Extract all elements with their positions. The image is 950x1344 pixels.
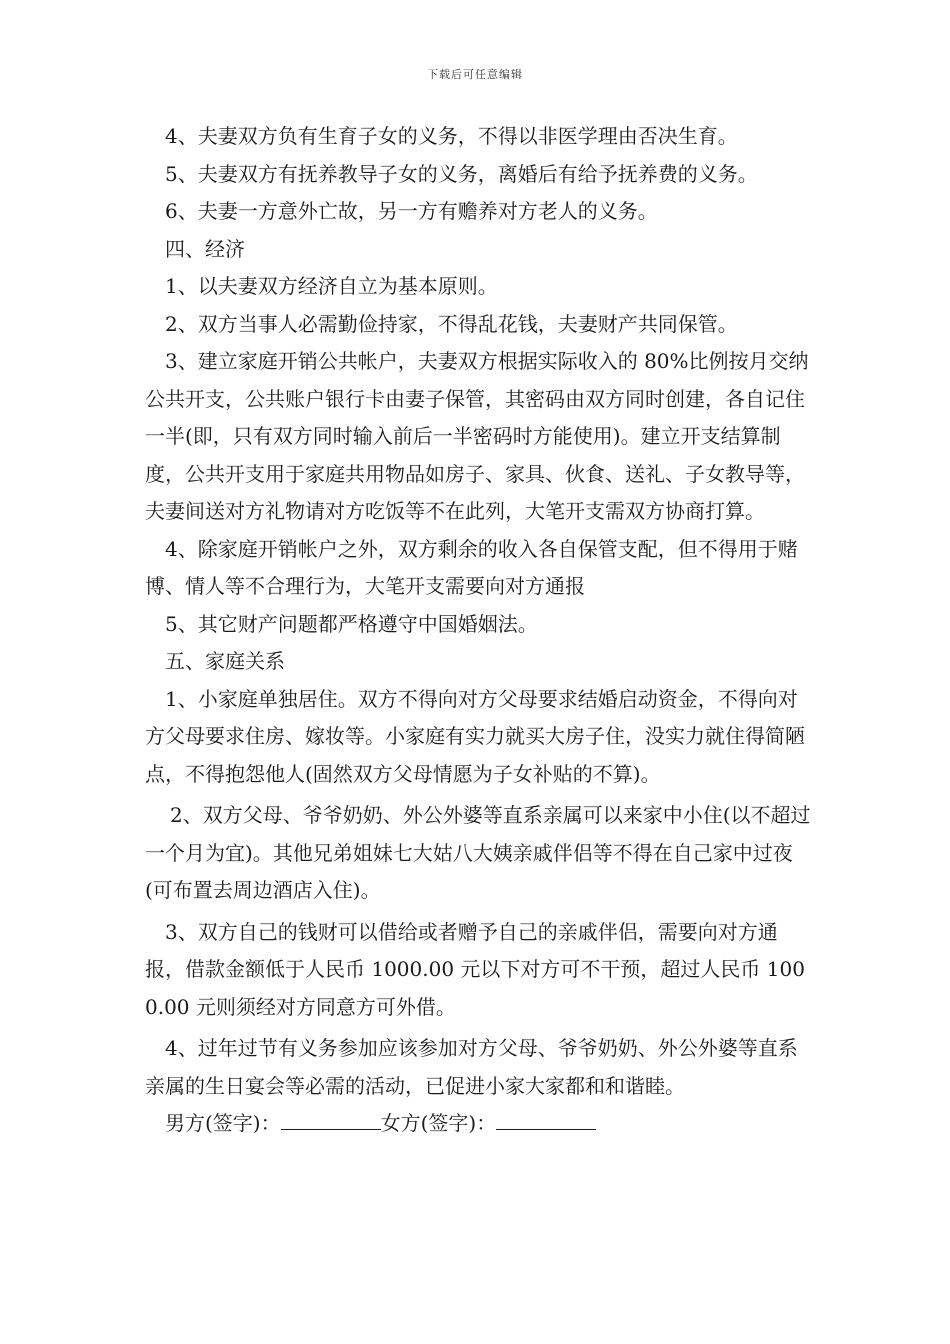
paragraph-duty-4: 4、夫妻双方负有生育子女的义务，不得以非医学理由否决生育。	[165, 124, 738, 148]
male-signature-field[interactable]	[281, 1107, 381, 1130]
document-body	[145, 118, 817, 1143]
female-signature-field[interactable]	[496, 1107, 596, 1130]
paragraph-economy-1: 1、以夫妻双方经济自立为基本原则。	[165, 274, 498, 298]
female-signature-label: 女方(签字)：	[380, 1111, 497, 1135]
paragraph-family-3: 3、双方自己的钱财可以借给或者赠予自己的亲戚伴侣，需要向对方通报，借款金额低于人民币 1000.00 元以下对方可不干预，超过人民币 1000.00 元则须经对方同意方可外借。	[145, 919, 805, 1019]
male-signature-label: 男方(签字)：	[165, 1111, 281, 1135]
paragraph-family-1: 1、小家庭单独居住。双方不得向对方父母要求结婚启动资金，不得向对方父母要求住房、嫁妆等。小家庭有实力就买大房子住，没实力就住得简陋点，不得抱怨他人(固然双方父母情愿为子女补贴的不算)。	[145, 686, 805, 786]
paragraph-duty-6: 6、夫妻一方意外亡故，另一方有赡养对方老人的义务。	[165, 199, 658, 223]
page-header: 下载后可任意编辑	[427, 68, 523, 81]
signature-line	[145, 1105, 817, 1143]
paragraph-economy-4: 4、除家庭开销帐户之外，双方剩余的收入各自保管支配，但不得用于赌博、情人等不合理行为，大笔开支需要向对方通报	[145, 536, 798, 598]
paragraph-duty-5: 5、夫妻双方有抚养教导子女的义务，离婚后有给予抚养费的义务。	[165, 161, 758, 186]
section-heading-economy: 四、经济	[165, 236, 245, 261]
paragraph-economy-5: 5、其它财产问题都严格遵守中国婚姻法。	[165, 611, 538, 636]
paragraph-family-2: 2、双方父母、爷爷奶奶、外公外婆等直系亲属可以来家中小住(以不超过一个月为宜)。其他兄弟姐妹七大姑八大姨亲戚伴侣等不得在自己家中过夜(可布置去周边酒店入住)。	[145, 803, 811, 902]
paragraph-family-4: 4、过年过节有义务参加应该参加对方父母、爷爷奶奶、外公外婆等直系亲属的生日宴会等必需的活动，已促进小家大家都和和谐睦。	[145, 1036, 798, 1098]
section-heading-family: 五、家庭关系	[165, 649, 285, 673]
paragraph-economy-3: 3、建立家庭开销公共帐户，夫妻双方根据实际收入的 80%比例按月交纳公共开支，公共账户银行卡由妻子保管，其密码由双方同时创建，各自记住一半(即，只有双方同时输入前后一半密码时方能使用)。建立开支结算制度，公共开支用于家庭共用物品如房子、家具、伙食、送礼、子女教导等，夫妻间送对方礼物请对方吃饭等不在此列，大笔开支需双方协商打算。	[145, 349, 809, 523]
paragraph-economy-2: 2、双方当事人必需勤俭持家，不得乱花钱，夫妻财产共同保管。	[165, 311, 738, 336]
